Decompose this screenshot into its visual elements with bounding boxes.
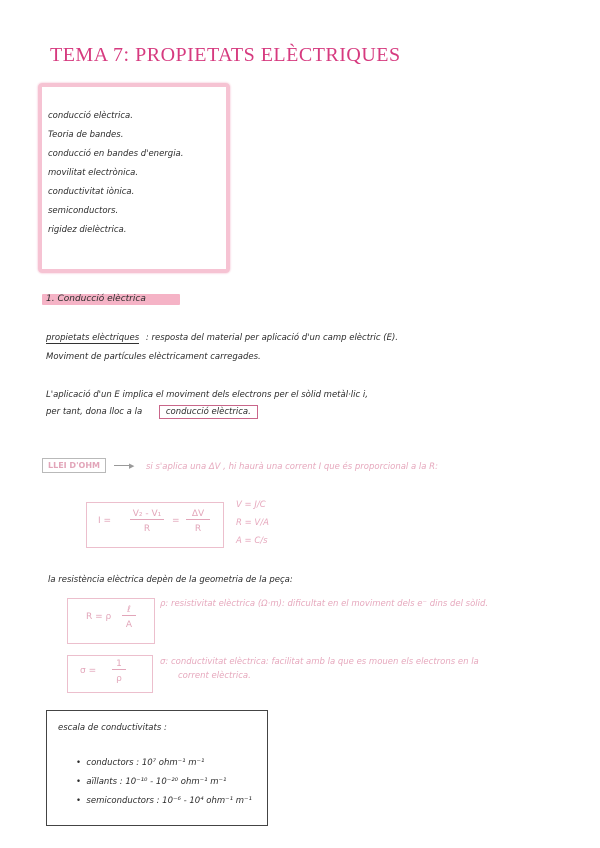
ohm-formula-num: V₂ - V₁ (130, 509, 164, 520)
ohm-formula-eq: = (172, 516, 180, 526)
toc-item: rigidez dielèctrica. (48, 225, 127, 235)
unit-a: A = C/s (236, 536, 268, 546)
paragraph-2-line-1: L'aplicació d'un E implica el moviment dels electrons per el sòlid metàl·lic i, (46, 390, 368, 400)
boxed-term: conducció elèctrica. (159, 405, 258, 419)
ohm-text: si s'aplica una ΔV , hi haurà una corrent I que és proporcional a la R: (146, 462, 438, 472)
sigma-formula-den: ρ (116, 674, 122, 684)
sigma-note-line-2: corrent elèctrica. (178, 671, 251, 681)
paragraph-2-line-2 (46, 407, 258, 417)
section-heading: 1. Conducció elèctrica (46, 294, 146, 304)
toc-item: movilitat electrònica. (48, 168, 139, 178)
arrow-head-icon: ▶ (129, 462, 135, 470)
toc-item: conductivitat iònica. (48, 187, 135, 197)
ohm-formula-i: I = (98, 516, 112, 526)
ohm-formula-den2: R (194, 524, 202, 534)
scale-item: • semiconductors : 10⁻⁶ - 10⁴ ohm⁻¹ m⁻¹ (76, 796, 252, 806)
r-formula-num: ℓ (122, 605, 136, 616)
para2-pre: per tant, dona lloc a la (46, 407, 143, 417)
toc-item: conducció elèctrica. (48, 111, 133, 121)
scale-item: • aïllants : 10⁻¹⁰ - 10⁻²⁰ ohm⁻¹ m⁻¹ (76, 777, 227, 787)
sigma-note-line-1: σ: conductivitat elèctrica: facilitat amb la que es mouen els electrons en la (160, 657, 479, 667)
r-formula: R = ρ (86, 612, 112, 622)
paragraph-1-line-2: Moviment de partícules elèctricament carregades. (46, 352, 261, 362)
paragraph-1-line-1 (46, 333, 398, 343)
term-underlined: propietats elèctriques (46, 333, 140, 343)
ohm-label: LLEI D'OHM (42, 458, 106, 473)
page-title: TEMA 7: PROPIETATS ELÈCTRIQUES (50, 44, 401, 66)
r-formula-den: A (125, 620, 133, 630)
toc-item: semiconductors. (48, 206, 119, 216)
toc-item: Teoria de bandes. (48, 130, 124, 140)
resistance-intro: la resistència elèctrica depèn de la geometria de la peça: (48, 575, 293, 585)
unit-v: V = J/C (236, 500, 266, 510)
ohm-formula-num2: ΔV (186, 509, 210, 520)
sigma-formula: σ = (80, 666, 97, 676)
rho-note: ρ: resistivitat elèctrica (Ω·m): dificultat en el moviment dels e⁻ dins del sòlid. (160, 599, 489, 609)
unit-r: R = V/A (236, 518, 269, 528)
toc-list (48, 107, 183, 240)
scale-item: • conductors : 10⁷ ohm⁻¹ m⁻¹ (76, 758, 205, 768)
toc-item: conducció en bandes d'energia. (48, 149, 184, 159)
sigma-formula-num: 1 (112, 659, 126, 670)
para1-rest: : resposta del material per aplicació d'un camp elèctric (E). (145, 333, 398, 343)
scale-title: escala de conductivitats : (58, 723, 167, 733)
ohm-formula-den: R (143, 524, 151, 534)
